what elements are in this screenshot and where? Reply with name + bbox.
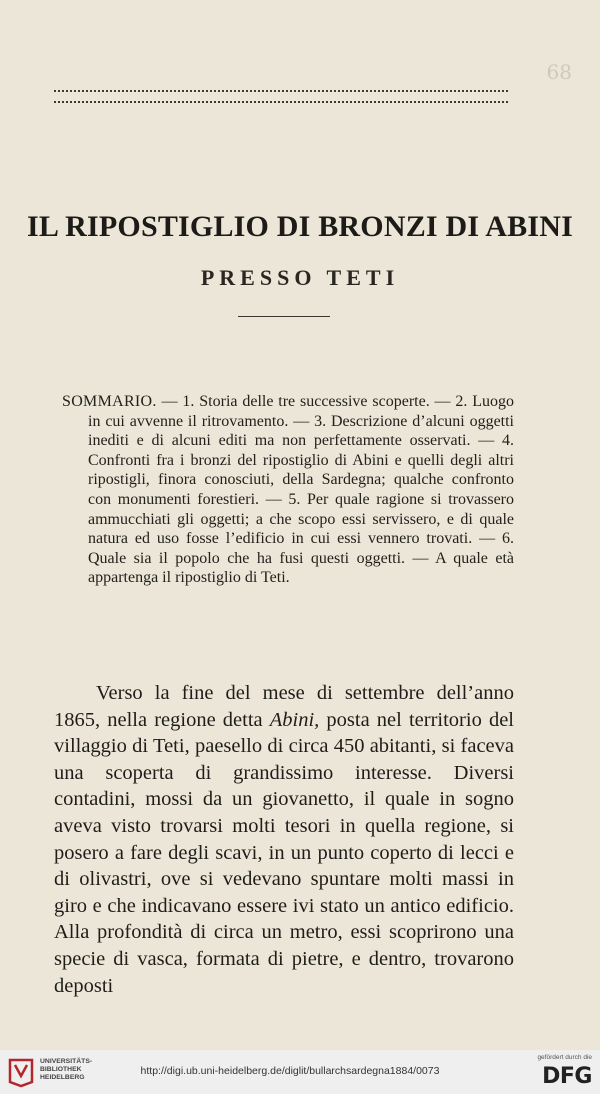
summary-text: — 1. Storia delle tre successive scoperte. — 2. Luogo in cui avvenne il ritrovamento. — 3. Descrizione d’alcuni oggetti inediti e di alcuni editi ma non perfettamente osservati. — 4. Confronti fra i bronzi del ripostiglio di Abini e quelli degli altri ripostigli, finora conosciuti, della Sardegna; qualche confronto con monumenti forestieri. — 5. Per quale ragione si trovassero ammucchiati gli oggetti; a che scopo essi servissero, e di quale natura ed uso fosse l’edificio in cui essi vennero trovati. — 6. Quale sia il popolo che ha fusi questi oggetti. — A quale età appartenga il ripostiglio di Teti. bbox=[88, 393, 515, 587]
dotted-rule-top bbox=[54, 90, 508, 92]
footer-bar bbox=[0, 1050, 600, 1094]
article-subtitle: PRESSO TETI bbox=[200, 265, 400, 290]
title-rule bbox=[238, 316, 330, 317]
funded-by-label: gefördert durch die bbox=[537, 1054, 592, 1061]
body-paragraph bbox=[54, 680, 514, 999]
article-title: IL RIPOSTIGLIO DI BRONZI DI ABINI bbox=[27, 210, 573, 243]
body-text-start: Verso la fine del mese di settembre dell’anno 1865, nella regione detta bbox=[54, 682, 514, 731]
place-name: Abini, bbox=[269, 708, 320, 731]
dotted-rule-bottom bbox=[54, 101, 508, 103]
permalink-url[interactable]: http://digi.ub.uni-heidelberg.de/diglit/bullarchsardegna1884/0073 bbox=[140, 1065, 440, 1077]
dfg-logo: DFG bbox=[542, 1064, 592, 1089]
institution-name: UNIVERSITÄTS- BIBLIOTHEK HEIDELBERG bbox=[40, 1058, 93, 1082]
university-logo-icon bbox=[6, 1056, 36, 1088]
summary-block bbox=[62, 392, 514, 588]
page-number: 68 bbox=[546, 60, 572, 84]
body-text-rest: posta nel territorio del villaggio di Teti, paesello di circa 450 abitanti, si faceva una scoperta di grandissimo interesse. Diversi contadini, mossi da un giovanetto, il quale in sogno aveva visto trovarsi molti tesori in quella regione, si posero a fare degli scavi, in un punto coperto di lecci e di olivastri, ove si vedevano spuntare molti massi in giro e che indicavano essere ivi stato un antico edificio. Alla profondità di circa un metro, essi scoprirono una specie di vasca, formata di pietre, e dentro, trovarono deposti bbox=[54, 708, 514, 997]
summary-label: SOMMARIO. bbox=[62, 393, 157, 410]
